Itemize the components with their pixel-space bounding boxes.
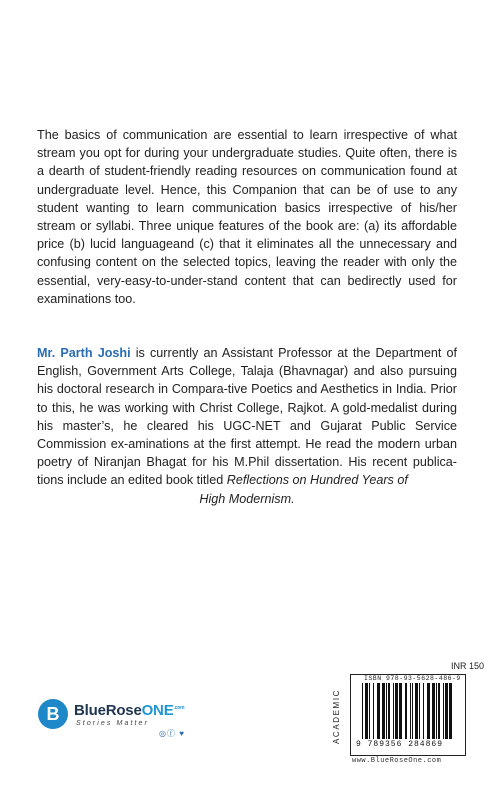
publisher-brand	[74, 702, 184, 719]
barcode-bar	[365, 683, 368, 739]
barcode-bar	[399, 683, 402, 739]
barcode-bar	[449, 683, 452, 739]
price-label: INR 150	[451, 661, 485, 671]
barcode-bar	[388, 683, 390, 739]
author-name: Mr. Parth Joshi	[37, 346, 131, 360]
barcode-bar	[415, 683, 418, 739]
author-bio-text: is currently an Assistant Professor at the Department of English, Government Arts College, Talaja (Bhavnagar) and also pursuing his doctoral research in Compara-tive Poetics and Aesthetics in India. Prior to this, he was working with Christ College, Rajkot. A gold-medalist during his master’s, he cleared his UGC-NET and Gujarat Public Service Commission ex-aminations at the first attempt. He read the modern urban poetry of Niranjan Bhagat for his M.Phil dissertation. His recent publica-tions include an edited book titled	[37, 346, 457, 488]
barcode-bar	[419, 683, 420, 739]
barcode-bar	[382, 683, 385, 739]
category-label: ACADEMIC	[332, 688, 341, 744]
barcode-bar	[373, 683, 374, 739]
barcode-icon	[362, 683, 454, 739]
publisher-website: www.BlueRoseOne.com	[352, 757, 442, 765]
author-bio	[37, 344, 457, 508]
book-title-part1: Reflections on Hundred Years of	[226, 473, 408, 488]
bluerose-logo-icon: B	[38, 699, 68, 729]
barcode-bar	[423, 683, 424, 739]
barcode-bar	[443, 683, 444, 739]
barcode-bar	[445, 683, 448, 739]
barcode-bar	[405, 683, 407, 739]
brand-com: .com	[173, 705, 185, 711]
social-icons: ◎ⓕ ♥	[159, 729, 185, 738]
barcode-number: 9 789356 284869	[356, 740, 444, 749]
book-title-part2: High Modernism.	[199, 491, 295, 506]
back-cover-blurb: The basics of communication are essential to learn irrespective of what stream you opt for during your undergraduate studies. Quite often, there is a dearth of student-friendly reading resources on communication found at undergraduate level. Hence, this Companion that can be of use to any student wanting to learn communication basics irrespective of his/her stream or syllabi. Three unique features of the book are: (a) its affordable price (b) lucid languageand (c) that it eliminates all the unnecessary and confusing content on the selected topics, leaving the reader with only the essential, very-easy-to-under-stand content that can bedirectly used for examinations too.	[37, 128, 457, 306]
brand-main: BlueRose	[74, 702, 142, 719]
barcode-bar	[410, 683, 411, 739]
barcode-bar	[377, 683, 380, 739]
barcode-bar	[386, 683, 387, 739]
barcode-bar	[432, 683, 435, 739]
barcode-bar	[412, 683, 413, 739]
brand-one: ONE	[141, 702, 174, 719]
barcode-bar	[369, 683, 370, 739]
barcode-bar	[427, 683, 430, 739]
barcode-bar	[438, 683, 440, 739]
barcode-bar	[393, 683, 394, 739]
publisher-tagline: Stories Matter	[76, 720, 149, 727]
barcode-bar	[395, 683, 398, 739]
isbn-label: ISBN 978-93-5628-486-9	[364, 675, 461, 682]
barcode-bar	[436, 683, 437, 739]
barcode-bar	[362, 683, 363, 739]
